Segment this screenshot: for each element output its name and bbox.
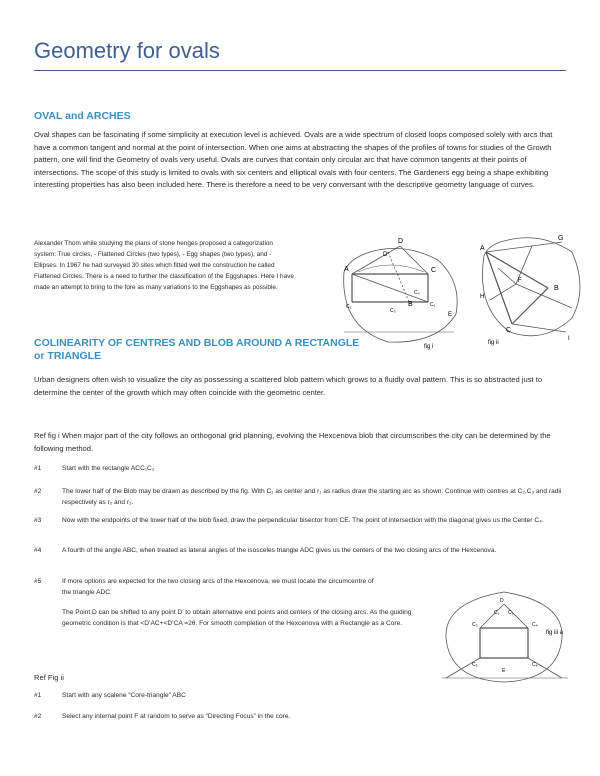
fig-ii-label-a: A xyxy=(480,245,485,252)
fig-i-label-d-prime: D' xyxy=(383,252,389,258)
step-text: A fourth of the angle ABC, when treated as lateral angles of the isosceles triangle ADC gives us the centers of the two closing arcs of the Hexcenova. xyxy=(62,547,497,554)
fig-i-label-c2: C₂ xyxy=(346,304,352,310)
step-number: #4 xyxy=(34,547,42,554)
urban-designers-paragraph: Urban designers often wish to visualize the city as possessing a scattered blob pattern which grows to a fluidly oval pattern. This is so abstracted just to determine the center of the growth which may often coincide with the geometric center. xyxy=(34,375,543,397)
step-number: #3 xyxy=(34,517,42,524)
figure-iii-a-diagram xyxy=(432,582,578,692)
fig-ii-label-g: G xyxy=(558,235,564,242)
step-number: #5 xyxy=(34,578,42,585)
step-text: Start with any scalene “Core-triangle” ABC xyxy=(62,692,186,699)
thom-paragraph: Alexander Thom while studying the plans of stone henges proposed a categorization system: True circles, - Flattened Circles (two types), - Egg shapes (two types), and - Ellipses. In 1967 he had surveyed 30 sites which fitted well the construction he called Flattened Circles. There is a need to further the classification of the Eggshapes. Here I have made an attempt to bring to the fore as many variations to the Eggshapes as possible. xyxy=(34,240,294,291)
fig-iii-label-c3: C₃ xyxy=(472,622,478,628)
fig-i-label-b: B xyxy=(408,301,413,308)
fig-ii-oval-outline xyxy=(482,238,580,336)
fig-i-label-d: D xyxy=(398,238,404,245)
fig-ii-label-f: F xyxy=(518,278,522,284)
section-heading-line-1: COLINEARITY OF CENTRES AND BLOB AROUND A RECTANGLE xyxy=(34,337,360,349)
ref-fig-i-paragraph: Ref fig i When major part of the city follows an orthogonal grid planning, evolving the Hexcenova blob that circumscribes the city can be determined by the following method. xyxy=(34,431,551,453)
oval-arches-paragraph: Oval shapes can be fascinating if some simplicity at execution level is achieved. Ovals are a wide spectrum of closed loops composed solely with arcs that have a common tangent and normal at the point of intersection. When one aims at abstracting the shapes of the profiles of towns for studies of the Growth pattern, one will find the Geometry of ovals very useful. Ovals are curves that contain only circular arc that have common tangents at their points of intersections. The scope of this study is limited to ovals with six centers and elliptical ovals with four centers. The Gardeners egg being a shape exhibiting interesting properties has also been included here. There is therefore a need to be very conversant with the descriptive geometry language of curves. xyxy=(34,130,553,190)
fig-ii-ray-4 xyxy=(498,268,516,284)
fig-i-label-a: A xyxy=(344,266,349,273)
fig-iii-line-1 xyxy=(480,604,504,628)
fig-iii-label-c1: C₁ xyxy=(494,610,500,616)
fig-ii-ray-1 xyxy=(516,284,572,308)
fig-ii-caption: fig ii xyxy=(488,340,499,346)
fig-i-label-e: E xyxy=(448,312,453,318)
fig-iii-caption: fig iii a xyxy=(546,630,564,636)
fig-ii-core-ac xyxy=(486,252,512,324)
fig-i-label-c: C xyxy=(431,267,437,274)
page-title: Geometry for ovals xyxy=(34,38,220,63)
fig-iii-label-c4: C₄ xyxy=(532,622,538,628)
fig-iii-line-3 xyxy=(446,658,480,678)
fig-i-blob-outline xyxy=(344,248,458,342)
step-i-5-continued: The Point D can be shifted to any point D’ to obtain alternative end points and centers of the closing arcs. As the guiding geometric condition is that <D’AC+<D’CA =2θ. For smooth completion of the Hexcenova with a Rectangle as a Core. xyxy=(62,609,412,627)
step-text: Select any internal point F at random to serve as “Directing Focus” in the core. xyxy=(62,713,291,720)
fig-ii-label-h: H xyxy=(480,294,485,300)
figure-ii-diagram xyxy=(472,228,590,350)
fig-i-bisector xyxy=(388,252,410,304)
fig-ii-line-ci xyxy=(512,324,566,332)
fig-ii-label-b: B xyxy=(554,285,559,292)
fig-iii-line-4 xyxy=(528,658,562,678)
fig-i-label-c1: C₁ xyxy=(430,302,436,308)
step-text: The lower half of the Blob may be drawn as described by the fig. With C₁ as center and r₁ as radius draw the starting arc as shown. Continue with centres at C₂,C₃ and radii respectively as r₂ and r₃. xyxy=(62,488,562,506)
ref-fig-ii-label: Ref Fig ii xyxy=(34,673,64,682)
fig-iii-label-d: D xyxy=(500,598,504,604)
step-number: #2 xyxy=(34,488,42,495)
step-text: Start with the rectangle ACC₁C₂ xyxy=(62,465,155,472)
fig-ii-label-i: I xyxy=(568,336,570,342)
fig-i-label-c3: C₃ xyxy=(390,308,396,314)
step-text: Now with the endpoints of the lower half of the blob fixed, draw the perpendicular bisector from CE. The point of intersection with the diagonal gives us the Center C₄. xyxy=(62,517,544,524)
fig-i-diagonal xyxy=(352,274,428,302)
fig-iii-label-e: E xyxy=(502,668,506,674)
fig-iii-label-c2: C₂ xyxy=(508,610,514,616)
fig-iii-line-2 xyxy=(504,604,528,628)
step-number: #1 xyxy=(34,692,42,699)
fig-i-line-dc xyxy=(400,246,428,274)
step-number: #2 xyxy=(34,713,42,720)
section-heading-oval-arches: OVAL and ARCHES xyxy=(34,110,131,122)
title-underline xyxy=(34,70,566,71)
fig-ii-label-c: C xyxy=(506,327,512,334)
section-heading-line-2: or TRIANGLE xyxy=(34,350,102,362)
fig-iii-label-c6: C₆ xyxy=(532,662,538,668)
fig-i-label-c4: C₄ xyxy=(414,290,420,296)
figure-i-diagram xyxy=(328,232,470,352)
fig-ii-core-bc xyxy=(512,288,548,324)
step-number: #1 xyxy=(34,465,42,472)
fig-i-caption: fig i xyxy=(424,344,434,350)
step-text: If more options are expected for the two closing arcs of the Hexcenova, we must locate the circumcentre of the triangle ADC. xyxy=(62,578,374,596)
fig-i-inner-arc xyxy=(358,265,424,272)
fig-iii-label-c5: C₅ xyxy=(472,662,478,668)
section-heading-colinearity xyxy=(34,337,359,363)
